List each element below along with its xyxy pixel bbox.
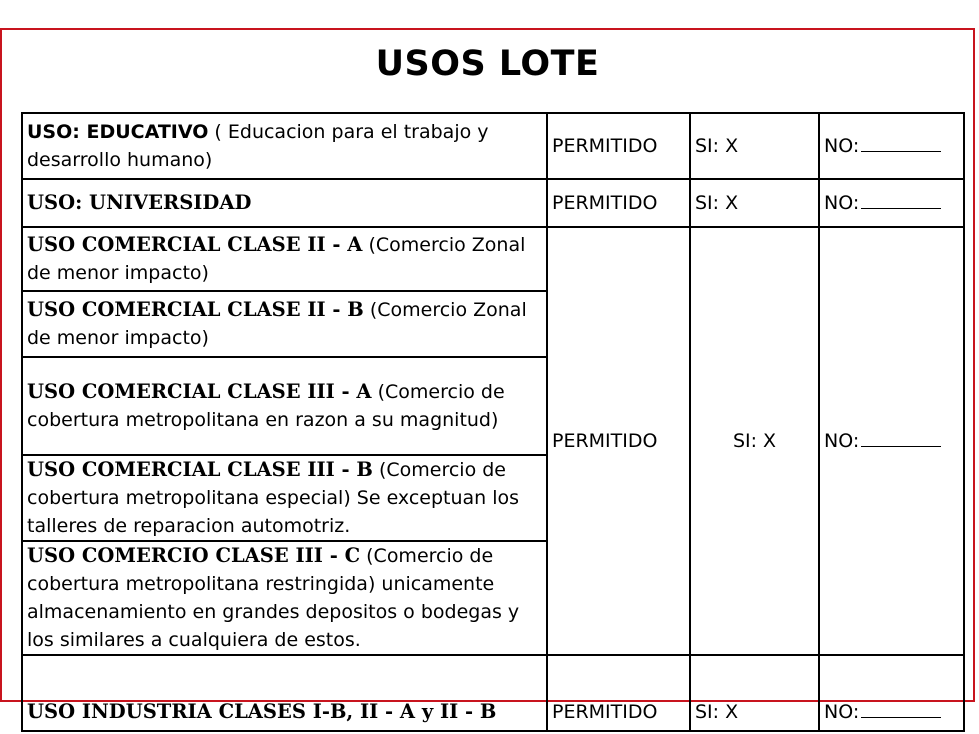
uso-detail: (Comercio Zonal de menor impacto) [27, 234, 526, 284]
si-cell: SI: X [690, 179, 819, 227]
uso-label: USO INDUSTRIA CLASES I-B, II - A y II - B [27, 700, 497, 723]
table-row [22, 179, 964, 227]
no-label: NO: [824, 701, 860, 723]
no-label: NO: [824, 430, 860, 452]
uso-description [22, 113, 547, 179]
no-cell [819, 113, 964, 179]
blank-line [861, 430, 941, 447]
uso-detail: (Comercio Zonal de menor impacto) [27, 299, 527, 349]
no-cell [819, 655, 964, 731]
uso-label: USO COMERCIAL CLASE III - B [27, 458, 373, 481]
uso-label: USO COMERCIAL CLASE II - B [27, 298, 364, 321]
blank-line [861, 135, 941, 152]
uso-description [22, 291, 547, 357]
table-row [22, 113, 964, 179]
uso-label: USO COMERCIAL CLASE III - A [27, 380, 372, 403]
no-cell [819, 179, 964, 227]
uso-detail: (Comercio de cobertura metropolitana en razon a su magnitud) [27, 381, 505, 431]
uso-label: USO COMERCIAL CLASE II - A [27, 233, 363, 256]
page-title: USOS LOTE [375, 44, 600, 84]
uso-detail: ( Educacion para el trabajo y desarrollo humano) [27, 121, 489, 171]
usos-table [21, 112, 965, 732]
table-row [22, 655, 964, 731]
uso-description [22, 227, 547, 291]
no-label: NO: [824, 192, 860, 214]
uso-detail: (Comercio de cobertura metropolitana restringida) unicamente almacenamiento en grandes depositos o bodegas y los similares a cualquiera de estos. [27, 545, 520, 651]
uso-description [22, 179, 547, 227]
uso-description [22, 655, 547, 731]
document-frame [0, 28, 975, 723]
no-label: NO: [824, 135, 860, 157]
permitido-cell: PERMITIDO [547, 227, 690, 655]
no-cell [819, 227, 964, 655]
uso-label: USO: EDUCATIVO [27, 121, 209, 143]
uso-label: USO COMERCIO CLASE III - C [27, 544, 361, 567]
uso-label: USO: UNIVERSIDAD [27, 191, 252, 214]
uso-description [22, 357, 547, 455]
table-row [22, 227, 964, 291]
si-cell: SI: X [690, 655, 819, 731]
si-cell: SI: X [690, 227, 819, 655]
si-cell: SI: X [690, 113, 819, 179]
permitido-cell: PERMITIDO [547, 655, 690, 731]
blank-line [861, 192, 941, 209]
uso-description [22, 455, 547, 541]
blank-line [861, 701, 941, 718]
permitido-cell: PERMITIDO [547, 113, 690, 179]
uso-description [22, 541, 547, 655]
permitido-cell: PERMITIDO [547, 179, 690, 227]
uso-detail: (Comercio de cobertura metropolitana especial) Se exceptuan los talleres de reparacion automotriz. [27, 459, 520, 537]
